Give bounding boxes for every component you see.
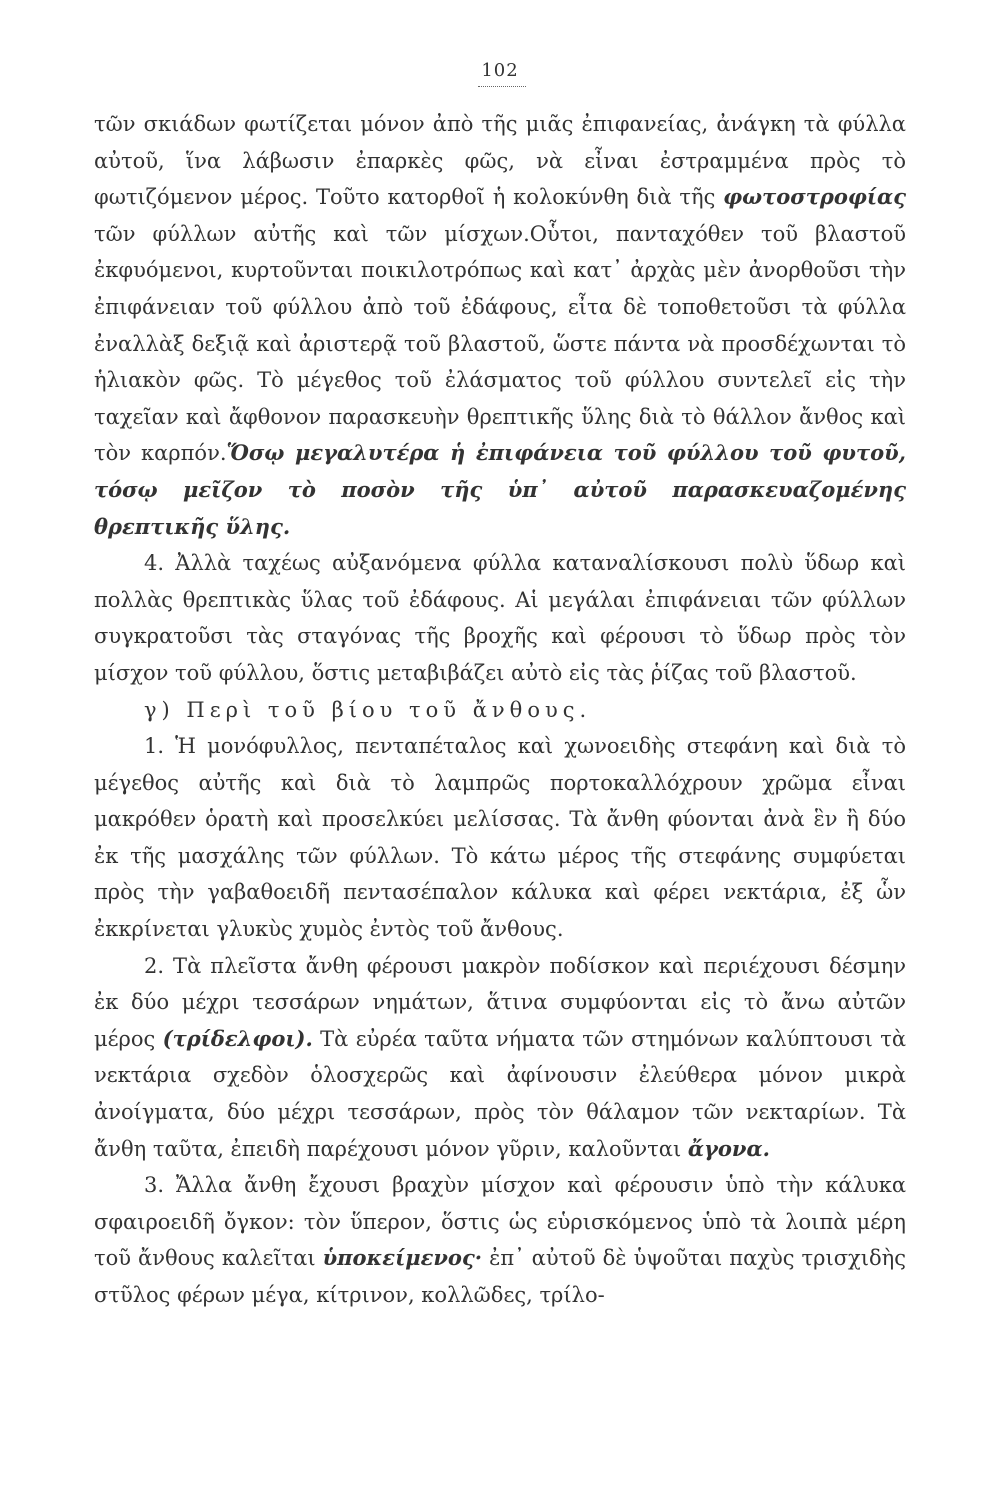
body-text — [94, 106, 906, 1314]
text-run: Τὰ εὐρέα ταῦτα νήματα τῶν στημόνων καλύπτουσι τὰ νεκτάρια σχεδὸν ὁλοσχερῶς καὶ ἀφίνουσιν ἐλεύθερα μόνον μικρὰ ἀνοίγματα, δύο μέχρι τεσσάρων, πρὸς τὸν θάλαμον τῶν νεκταρίων. Τὰ ἄνθη ταῦτα, ἐπειδὴ παρέχουσι μόνον γῦριν, καλοῦνται — [94, 1026, 906, 1161]
text-run: τῶν φύλλων αὐτῆς καὶ τῶν μίσχων.Οὗτοι, πανταχόθεν τοῦ βλαστοῦ ἐκφυόμενοι, κυρτοῦνται ποικιλοτρόπως καὶ κατ᾽ ἀρχὰς μὲν ἀνορθοῦσι τὴν ἐπιφάνειαν τοῦ φύλλου ἀπὸ τοῦ ἐδάφους, εἶτα δὲ τοποθετοῦσι τὰ φύλλα ἐναλλὰξ δεξιᾷ καὶ ἀριστερᾷ τοῦ βλαστοῦ, ὥστε πάντα νὰ προσδέχωνται τὸ ἡλιακὸν φῶς. Τὸ μέγεθος τοῦ ἐλάσματος τοῦ φύλλου συντελεῖ εἰς τὴν ταχεῖαν καὶ ἄφθονον παρασκευὴν θρεπτικῆς ὕλης διὰ τὸ θάλλον ἄνθος καὶ τὸν καρπόν. — [94, 221, 906, 466]
text-run: 1. Ἡ μονόφυλλος, πενταπέταλος καὶ χωνοειδὴς στεφάνη καὶ διὰ τὸ μέγεθος αὐτῆς καὶ διὰ τὸ λαμπρῶς πορτοκαλλόχρουν χρῶμα εἶναι μακρόθεν ὁρατὴ καὶ προσελκύει μελίσσας. Τὰ ἄνθη φύονται ἀνὰ ἓν ἢ δύο ἐκ τῆς μασχάλης τῶν φύλλων. Τὸ κάτω μέρος τῆς στεφάνης συμφύεται πρὸς τὴν γαβαθοειδῆ πεντασέπαλον κάλυκα καὶ φέρει νεκτάρια, ἐξ ὧν ἐκκρίνεται γλυκὺς χυμὸς ἐντὸς τοῦ ἄνθους. — [94, 734, 906, 942]
section-heading — [94, 692, 906, 729]
text-run: τῶν σκιάδων φωτίζεται μόνον ἀπὸ τῆς μιᾶς ἐπιφανείας, ἀνάγκη τὰ φύλλα αὐτοῦ, ἵνα λάβωσιν ἐπαρκὲς φῶς, νὰ εἶναι ἐστραμμένα πρὸς τὸ φωτιζόμενον μέρος. Τοῦτο κατορθοῖ ἡ κολοκύνθη διὰ τῆς — [94, 112, 906, 210]
emphasized-statement: Ὅσῳ μεγαλυτέρα ἡ ἐπιφάνεια τοῦ φύλλου τοῦ φυτοῦ, τόσῳ μεῖζον τὸ ποσὸν τῆς ὑπ᾽ αὐτοῦ παρασκευαζομένης θρεπτικῆς ὕλης. — [94, 440, 906, 539]
text-run: 4. Ἀλλὰ ταχέως αὐξανόμενα φύλλα καταναλίσκουσι πολὺ ὕδωρ καὶ πολλὰς θρεπτικὰς ὕλας τοῦ ἐδάφους. Αἱ μεγάλαι ἐπιφάνειαι τῶν φύλλων συγκρατοῦσι τὰς σταγόνας τῆς βροχῆς καὶ φέρουσι τὸ ὕδωρ πρὸς τὸν μίσχον τοῦ φύλλου, ὅστις μεταβιβάζει αὐτὸ εἰς τὰς ῥίζας τοῦ βλαστοῦ. — [94, 551, 906, 685]
page-number-rule — [478, 86, 526, 87]
emphasized-term: ἄγονα. — [687, 1135, 770, 1161]
paragraph — [94, 728, 906, 948]
text-run: ἐπ᾽ αὐτοῦ δὲ ὑψοῦται παχὺς τρισχιδὴς στῦλος φέρων μέγα, κίτρινον, κολλῶδες, τρίλο- — [94, 1246, 906, 1307]
emphasized-term: ὑποκείμενος· — [322, 1245, 483, 1271]
text-run: 2. Τὰ πλεῖστα ἄνθη φέρουσι μακρὸν ποδίσκον καὶ περιέχουσι δέσμην ἐκ δύο μέχρι τεσσάρων νημάτων, ἅτινα συμφύονται εἰς τὸ ἄνω αὐτῶν μέρος — [94, 953, 906, 1051]
emphasized-term: (τρίδελφοι). — [162, 1025, 313, 1051]
heading-text: γ) Περὶ τοῦ βίου τοῦ ἄνθους. — [144, 697, 592, 722]
paragraph — [94, 106, 906, 545]
paragraph — [94, 948, 906, 1168]
emphasized-term: φωτοστροφίας — [723, 184, 906, 210]
paragraph — [94, 1167, 906, 1313]
text-run: 3. Ἄλλα ἄνθη ἔχουσι βραχὺν μίσχον καὶ φέρουσιν ὑπὸ τὴν κάλυκα σφαιροειδῆ ὄγκον: τὸν ὕπερον, ὅστις ὡς εὑρισκόμενος ὑπὸ τὰ λοιπὰ μέρη τοῦ ἄνθους καλεῖται — [94, 1173, 906, 1271]
paragraph — [94, 545, 906, 691]
page-number: 102 — [481, 60, 519, 81]
